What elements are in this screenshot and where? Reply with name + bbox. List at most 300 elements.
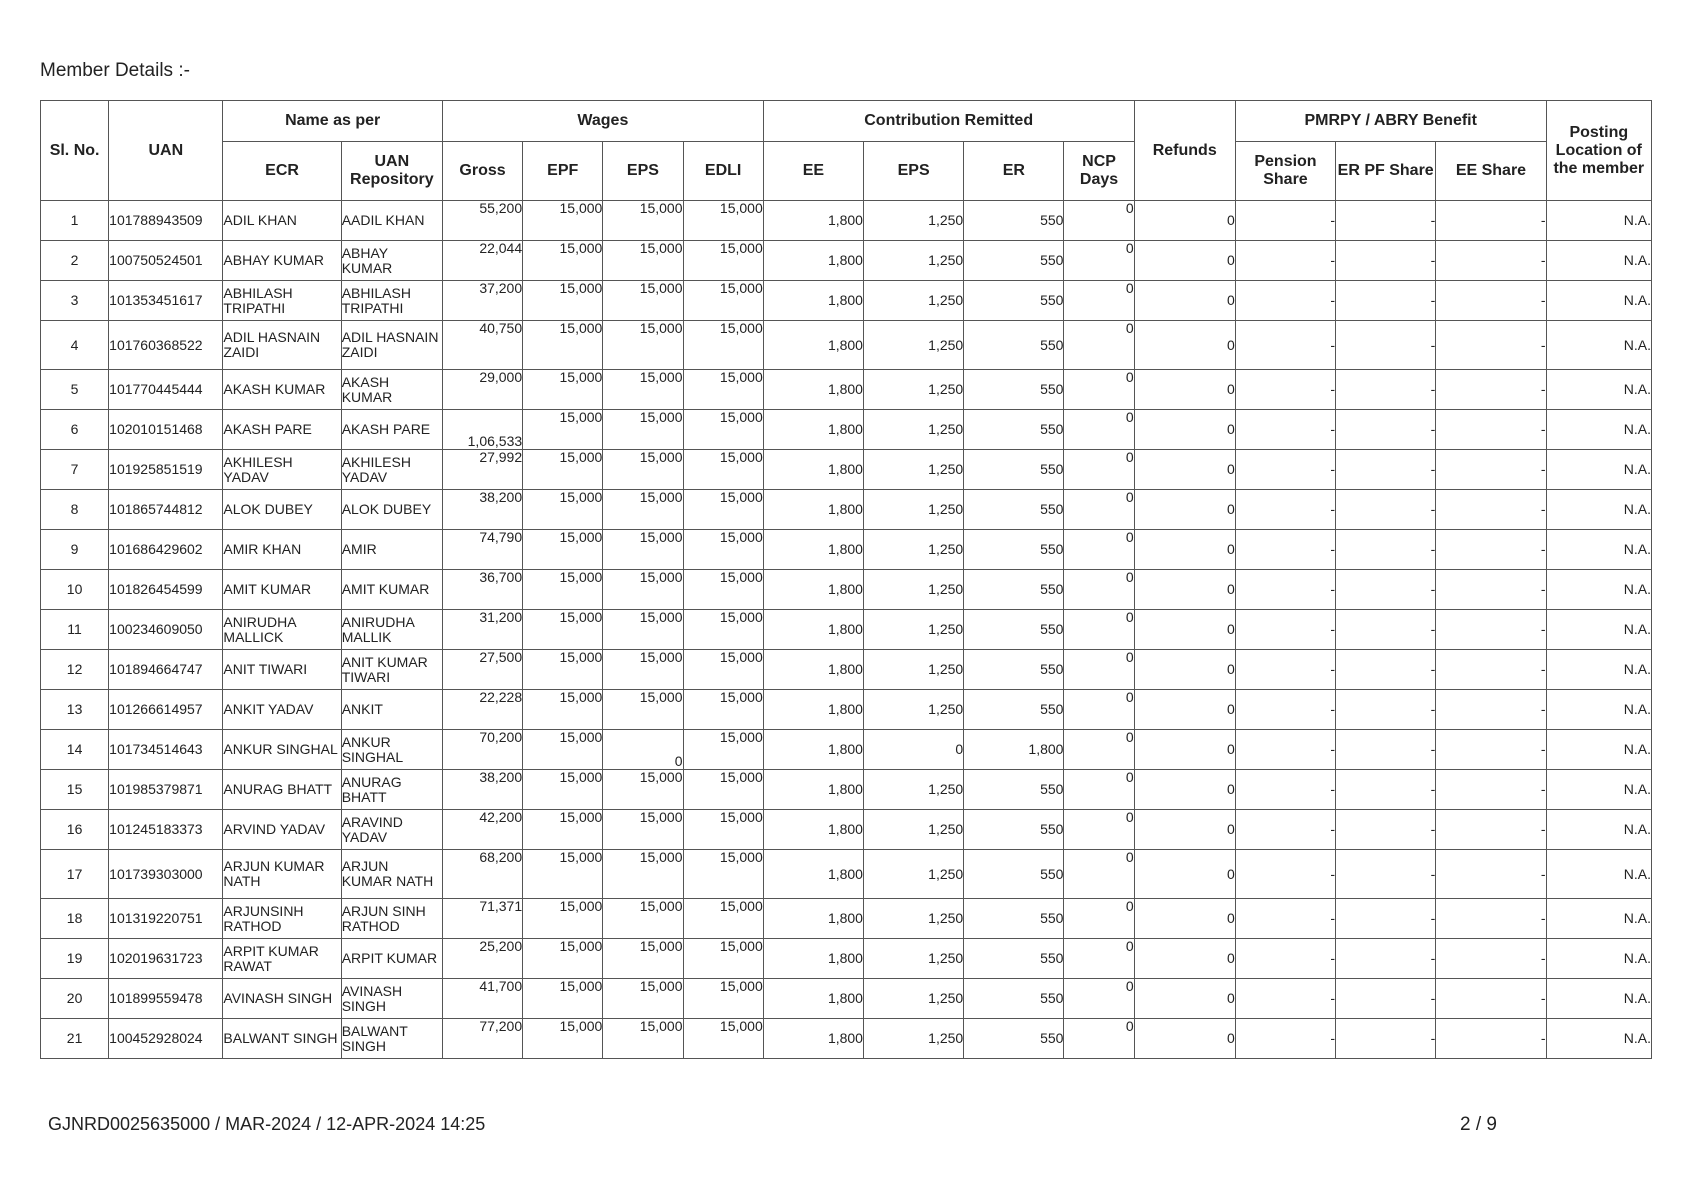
cell-refunds: 0 xyxy=(1134,530,1235,570)
cell-uan: 101899559478 xyxy=(109,979,223,1019)
cell-posting-location: N.A. xyxy=(1546,939,1651,979)
table-row xyxy=(41,530,1652,570)
cell-name-ecr: ALOK DUBEY xyxy=(223,490,341,530)
table-row xyxy=(41,450,1652,490)
cell-eps: 15,000 xyxy=(603,201,683,241)
cell-edli: 15,000 xyxy=(683,610,763,650)
cell-edli: 15,000 xyxy=(683,939,763,979)
cell-eps: 15,000 xyxy=(603,370,683,410)
cell-gross: 70,200 xyxy=(442,730,522,770)
cell-gross: 27,500 xyxy=(442,650,522,690)
cell-ee-share: - xyxy=(1436,899,1546,939)
header-name-as-per: Name as per xyxy=(223,101,443,142)
cell-er-pf-share: - xyxy=(1336,770,1436,810)
cell-sl-no: 2 xyxy=(41,241,109,281)
cell-ee: 1,800 xyxy=(763,450,863,490)
table-row xyxy=(41,770,1652,810)
cell-ee: 1,800 xyxy=(763,850,863,899)
cell-eps: 15,000 xyxy=(603,410,683,450)
cell-er: 550 xyxy=(964,1019,1064,1059)
cell-contribution-eps: 1,250 xyxy=(863,690,963,730)
cell-er-pf-share: - xyxy=(1336,899,1436,939)
cell-refunds: 0 xyxy=(1134,490,1235,530)
cell-contribution-eps: 1,250 xyxy=(863,410,963,450)
cell-posting-location: N.A. xyxy=(1546,770,1651,810)
cell-gross: 37,200 xyxy=(442,281,522,321)
cell-er: 550 xyxy=(964,979,1064,1019)
cell-pension-share: - xyxy=(1235,770,1335,810)
cell-gross: 38,200 xyxy=(442,490,522,530)
cell-er-pf-share: - xyxy=(1336,530,1436,570)
cell-eps: 15,000 xyxy=(603,610,683,650)
cell-ncp-days: 0 xyxy=(1064,570,1134,610)
cell-sl-no: 1 xyxy=(41,201,109,241)
cell-ee-share: - xyxy=(1436,690,1546,730)
cell-posting-location: N.A. xyxy=(1546,850,1651,899)
cell-epf: 15,000 xyxy=(523,610,603,650)
cell-sl-no: 11 xyxy=(41,610,109,650)
cell-eps: 15,000 xyxy=(603,281,683,321)
cell-ncp-days: 0 xyxy=(1064,321,1134,370)
cell-posting-location: N.A. xyxy=(1546,570,1651,610)
cell-gross: 74,790 xyxy=(442,530,522,570)
cell-gross: 27,992 xyxy=(442,450,522,490)
cell-edli: 15,000 xyxy=(683,1019,763,1059)
cell-contribution-eps: 1,250 xyxy=(863,321,963,370)
cell-posting-location: N.A. xyxy=(1546,979,1651,1019)
cell-eps: 15,000 xyxy=(603,939,683,979)
cell-refunds: 0 xyxy=(1134,201,1235,241)
cell-contribution-eps: 1,250 xyxy=(863,490,963,530)
cell-ee-share: - xyxy=(1436,730,1546,770)
cell-name-uan-repository: ARJUN KUMAR NATH xyxy=(341,850,442,899)
table-row xyxy=(41,490,1652,530)
cell-pension-share: - xyxy=(1235,650,1335,690)
cell-ee-share: - xyxy=(1436,610,1546,650)
cell-edli: 15,000 xyxy=(683,370,763,410)
cell-contribution-eps: 0 xyxy=(863,730,963,770)
cell-edli: 15,000 xyxy=(683,281,763,321)
cell-er-pf-share: - xyxy=(1336,850,1436,899)
cell-pension-share: - xyxy=(1235,241,1335,281)
cell-eps: 15,000 xyxy=(603,570,683,610)
cell-sl-no: 20 xyxy=(41,979,109,1019)
cell-er-pf-share: - xyxy=(1336,690,1436,730)
cell-er-pf-share: - xyxy=(1336,450,1436,490)
member-details-table xyxy=(40,100,1652,1059)
cell-sl-no: 4 xyxy=(41,321,109,370)
cell-ee: 1,800 xyxy=(763,530,863,570)
cell-edli: 15,000 xyxy=(683,850,763,899)
cell-er: 550 xyxy=(964,450,1064,490)
cell-contribution-eps: 1,250 xyxy=(863,770,963,810)
cell-posting-location: N.A. xyxy=(1546,1019,1651,1059)
cell-contribution-eps: 1,250 xyxy=(863,610,963,650)
cell-contribution-eps: 1,250 xyxy=(863,939,963,979)
cell-contribution-eps: 1,250 xyxy=(863,979,963,1019)
cell-name-uan-repository: AKHILESH YADAV xyxy=(341,450,442,490)
cell-uan: 101770445444 xyxy=(109,370,223,410)
header-contribution-eps: EPS xyxy=(863,142,963,201)
cell-edli: 15,000 xyxy=(683,899,763,939)
cell-pension-share: - xyxy=(1235,370,1335,410)
cell-er-pf-share: - xyxy=(1336,939,1436,979)
cell-eps: 15,000 xyxy=(603,690,683,730)
cell-sl-no: 21 xyxy=(41,1019,109,1059)
cell-ee: 1,800 xyxy=(763,610,863,650)
cell-refunds: 0 xyxy=(1134,770,1235,810)
cell-ee-share: - xyxy=(1436,450,1546,490)
cell-name-ecr: ARJUN KUMAR NATH xyxy=(223,850,341,899)
cell-name-uan-repository: ABHILASH TRIPATHI xyxy=(341,281,442,321)
cell-er: 550 xyxy=(964,410,1064,450)
cell-uan: 101353451617 xyxy=(109,281,223,321)
cell-ee: 1,800 xyxy=(763,810,863,850)
cell-er: 550 xyxy=(964,281,1064,321)
cell-gross: 55,200 xyxy=(442,201,522,241)
cell-er: 550 xyxy=(964,939,1064,979)
cell-posting-location: N.A. xyxy=(1546,370,1651,410)
cell-name-uan-repository: ARJUN SINH RATHOD xyxy=(341,899,442,939)
cell-epf: 15,000 xyxy=(523,690,603,730)
cell-ee-share: - xyxy=(1436,410,1546,450)
cell-ee-share: - xyxy=(1436,281,1546,321)
cell-epf: 15,000 xyxy=(523,810,603,850)
cell-er: 1,800 xyxy=(964,730,1064,770)
cell-name-ecr: AMIR KHAN xyxy=(223,530,341,570)
cell-ee-share: - xyxy=(1436,810,1546,850)
cell-name-ecr: ADIL KHAN xyxy=(223,201,341,241)
cell-pension-share: - xyxy=(1235,450,1335,490)
cell-refunds: 0 xyxy=(1134,370,1235,410)
header-uan: UAN xyxy=(109,101,223,201)
cell-epf: 15,000 xyxy=(523,730,603,770)
cell-pension-share: - xyxy=(1235,570,1335,610)
cell-ee: 1,800 xyxy=(763,979,863,1019)
cell-epf: 15,000 xyxy=(523,241,603,281)
cell-ee: 1,800 xyxy=(763,321,863,370)
cell-sl-no: 15 xyxy=(41,770,109,810)
cell-ee-share: - xyxy=(1436,939,1546,979)
cell-edli: 15,000 xyxy=(683,490,763,530)
cell-er-pf-share: - xyxy=(1336,410,1436,450)
cell-posting-location: N.A. xyxy=(1546,730,1651,770)
cell-er-pf-share: - xyxy=(1336,730,1436,770)
cell-ee: 1,800 xyxy=(763,490,863,530)
cell-eps: 15,000 xyxy=(603,979,683,1019)
cell-gross: 41,700 xyxy=(442,979,522,1019)
cell-posting-location: N.A. xyxy=(1546,810,1651,850)
cell-refunds: 0 xyxy=(1134,690,1235,730)
cell-er: 550 xyxy=(964,241,1064,281)
cell-name-uan-repository: ANIT KUMAR TIWARI xyxy=(341,650,442,690)
cell-uan: 101760368522 xyxy=(109,321,223,370)
cell-name-ecr: ADIL HASNAIN ZAIDI xyxy=(223,321,341,370)
table-row xyxy=(41,241,1652,281)
cell-epf: 15,000 xyxy=(523,770,603,810)
cell-ncp-days: 0 xyxy=(1064,810,1134,850)
cell-contribution-eps: 1,250 xyxy=(863,1019,963,1059)
cell-name-uan-repository: ABHAY KUMAR xyxy=(341,241,442,281)
cell-er-pf-share: - xyxy=(1336,650,1436,690)
cell-ee-share: - xyxy=(1436,490,1546,530)
cell-posting-location: N.A. xyxy=(1546,450,1651,490)
cell-pension-share: - xyxy=(1235,939,1335,979)
cell-name-uan-repository: AKASH PARE xyxy=(341,410,442,450)
cell-name-ecr: ARPIT KUMAR RAWAT xyxy=(223,939,341,979)
cell-posting-location: N.A. xyxy=(1546,530,1651,570)
cell-epf: 15,000 xyxy=(523,321,603,370)
cell-posting-location: N.A. xyxy=(1546,410,1651,450)
cell-sl-no: 3 xyxy=(41,281,109,321)
cell-er: 550 xyxy=(964,770,1064,810)
cell-ncp-days: 0 xyxy=(1064,770,1134,810)
cell-er-pf-share: - xyxy=(1336,979,1436,1019)
cell-sl-no: 17 xyxy=(41,850,109,899)
cell-contribution-eps: 1,250 xyxy=(863,850,963,899)
cell-ee-share: - xyxy=(1436,650,1546,690)
cell-er-pf-share: - xyxy=(1336,201,1436,241)
cell-epf: 15,000 xyxy=(523,530,603,570)
cell-ee-share: - xyxy=(1436,850,1546,899)
cell-edli: 15,000 xyxy=(683,241,763,281)
cell-edli: 15,000 xyxy=(683,810,763,850)
cell-name-ecr: ARVIND YADAV xyxy=(223,810,341,850)
cell-refunds: 0 xyxy=(1134,650,1235,690)
cell-posting-location: N.A. xyxy=(1546,899,1651,939)
cell-uan: 101686429602 xyxy=(109,530,223,570)
cell-contribution-eps: 1,250 xyxy=(863,281,963,321)
cell-refunds: 0 xyxy=(1134,899,1235,939)
cell-ncp-days: 0 xyxy=(1064,241,1134,281)
table-row xyxy=(41,810,1652,850)
cell-name-uan-repository: ADIL HASNAIN ZAIDI xyxy=(341,321,442,370)
cell-eps: 15,000 xyxy=(603,810,683,850)
cell-eps: 15,000 xyxy=(603,899,683,939)
header-pension-share: Pension Share xyxy=(1235,142,1335,201)
cell-name-ecr: ANURAG BHATT xyxy=(223,770,341,810)
cell-uan: 101245183373 xyxy=(109,810,223,850)
table-row xyxy=(41,899,1652,939)
cell-er: 550 xyxy=(964,201,1064,241)
cell-pension-share: - xyxy=(1235,979,1335,1019)
cell-refunds: 0 xyxy=(1134,730,1235,770)
cell-epf: 15,000 xyxy=(523,370,603,410)
cell-name-uan-repository: AADIL KHAN xyxy=(341,201,442,241)
cell-gross: 1,06,533 xyxy=(442,410,522,450)
cell-eps: 15,000 xyxy=(603,770,683,810)
cell-ee-share: - xyxy=(1436,770,1546,810)
cell-er: 550 xyxy=(964,370,1064,410)
cell-sl-no: 6 xyxy=(41,410,109,450)
cell-er: 550 xyxy=(964,570,1064,610)
cell-ee-share: - xyxy=(1436,530,1546,570)
cell-contribution-eps: 1,250 xyxy=(863,570,963,610)
cell-sl-no: 10 xyxy=(41,570,109,610)
cell-pension-share: - xyxy=(1235,610,1335,650)
cell-ncp-days: 0 xyxy=(1064,450,1134,490)
cell-uan: 102010151468 xyxy=(109,410,223,450)
cell-pension-share: - xyxy=(1235,490,1335,530)
cell-ee: 1,800 xyxy=(763,241,863,281)
cell-epf: 15,000 xyxy=(523,570,603,610)
header-contribution-remitted: Contribution Remitted xyxy=(763,101,1134,142)
header-er: ER xyxy=(964,142,1064,201)
cell-sl-no: 13 xyxy=(41,690,109,730)
cell-name-ecr: AKASH PARE xyxy=(223,410,341,450)
cell-ncp-days: 0 xyxy=(1064,201,1134,241)
cell-uan: 100452928024 xyxy=(109,1019,223,1059)
cell-uan: 101739303000 xyxy=(109,850,223,899)
cell-ee-share: - xyxy=(1436,1019,1546,1059)
cell-er: 550 xyxy=(964,490,1064,530)
cell-pension-share: - xyxy=(1235,850,1335,899)
cell-ee-share: - xyxy=(1436,321,1546,370)
cell-ncp-days: 0 xyxy=(1064,1019,1134,1059)
cell-uan: 101826454599 xyxy=(109,570,223,610)
cell-pension-share: - xyxy=(1235,899,1335,939)
cell-pension-share: - xyxy=(1235,410,1335,450)
cell-name-ecr: AKASH KUMAR xyxy=(223,370,341,410)
cell-er-pf-share: - xyxy=(1336,1019,1436,1059)
cell-name-ecr: AMIT KUMAR xyxy=(223,570,341,610)
cell-edli: 15,000 xyxy=(683,410,763,450)
table-row xyxy=(41,1019,1652,1059)
header-sl-no: Sl. No. xyxy=(41,101,109,201)
cell-er-pf-share: - xyxy=(1336,810,1436,850)
cell-name-ecr: ARJUNSINH RATHOD xyxy=(223,899,341,939)
cell-ncp-days: 0 xyxy=(1064,410,1134,450)
cell-name-uan-repository: ANIRUDHA MALLIK xyxy=(341,610,442,650)
cell-ee-share: - xyxy=(1436,570,1546,610)
cell-gross: 22,228 xyxy=(442,690,522,730)
cell-uan: 101985379871 xyxy=(109,770,223,810)
cell-gross: 40,750 xyxy=(442,321,522,370)
cell-ee: 1,800 xyxy=(763,410,863,450)
cell-posting-location: N.A. xyxy=(1546,321,1651,370)
cell-edli: 15,000 xyxy=(683,530,763,570)
table-row xyxy=(41,281,1652,321)
cell-pension-share: - xyxy=(1235,690,1335,730)
cell-posting-location: N.A. xyxy=(1546,650,1651,690)
cell-contribution-eps: 1,250 xyxy=(863,650,963,690)
cell-posting-location: N.A. xyxy=(1546,241,1651,281)
header-ecr: ECR xyxy=(223,142,341,201)
footer-document-reference: GJNRD0025635000 / MAR-2024 / 12-APR-2024 14:25 xyxy=(48,1114,486,1134)
cell-name-uan-repository: ANKIT xyxy=(341,690,442,730)
cell-sl-no: 5 xyxy=(41,370,109,410)
cell-ee: 1,800 xyxy=(763,1019,863,1059)
cell-posting-location: N.A. xyxy=(1546,201,1651,241)
cell-edli: 15,000 xyxy=(683,450,763,490)
cell-eps: 15,000 xyxy=(603,1019,683,1059)
header-uan-repository: UAN Repository xyxy=(341,142,442,201)
cell-eps: 0 xyxy=(603,730,683,770)
cell-ncp-days: 0 xyxy=(1064,530,1134,570)
cell-uan: 101734514643 xyxy=(109,730,223,770)
cell-eps: 15,000 xyxy=(603,241,683,281)
cell-gross: 29,000 xyxy=(442,370,522,410)
cell-sl-no: 18 xyxy=(41,899,109,939)
cell-posting-location: N.A. xyxy=(1546,610,1651,650)
cell-ee: 1,800 xyxy=(763,899,863,939)
cell-uan: 100234609050 xyxy=(109,610,223,650)
cell-uan: 100750524501 xyxy=(109,241,223,281)
cell-er-pf-share: - xyxy=(1336,570,1436,610)
cell-sl-no: 19 xyxy=(41,939,109,979)
table-row xyxy=(41,730,1652,770)
cell-ncp-days: 0 xyxy=(1064,730,1134,770)
cell-ee: 1,800 xyxy=(763,570,863,610)
cell-name-ecr: ANKIT YADAV xyxy=(223,690,341,730)
cell-name-uan-repository: ANURAG BHATT xyxy=(341,770,442,810)
cell-sl-no: 9 xyxy=(41,530,109,570)
cell-eps: 15,000 xyxy=(603,530,683,570)
table-row xyxy=(41,939,1652,979)
header-posting-location: Posting Location of the member xyxy=(1546,101,1651,201)
cell-name-uan-repository: AMIT KUMAR xyxy=(341,570,442,610)
footer-page-number: 2 / 9 xyxy=(1460,1114,1497,1135)
cell-contribution-eps: 1,250 xyxy=(863,530,963,570)
table-row xyxy=(41,570,1652,610)
cell-pension-share: - xyxy=(1235,201,1335,241)
cell-epf: 15,000 xyxy=(523,1019,603,1059)
cell-er: 550 xyxy=(964,810,1064,850)
cell-name-ecr: BALWANT SINGH xyxy=(223,1019,341,1059)
cell-sl-no: 8 xyxy=(41,490,109,530)
table-row xyxy=(41,321,1652,370)
cell-ee-share: - xyxy=(1436,370,1546,410)
cell-posting-location: N.A. xyxy=(1546,690,1651,730)
cell-pension-share: - xyxy=(1235,530,1335,570)
cell-refunds: 0 xyxy=(1134,321,1235,370)
cell-ee: 1,800 xyxy=(763,201,863,241)
cell-gross: 77,200 xyxy=(442,1019,522,1059)
cell-gross: 22,044 xyxy=(442,241,522,281)
cell-er: 550 xyxy=(964,610,1064,650)
cell-gross: 38,200 xyxy=(442,770,522,810)
header-refunds: Refunds xyxy=(1134,101,1235,201)
cell-epf: 15,000 xyxy=(523,490,603,530)
cell-ncp-days: 0 xyxy=(1064,281,1134,321)
cell-contribution-eps: 1,250 xyxy=(863,241,963,281)
cell-uan: 101865744812 xyxy=(109,490,223,530)
header-ee: EE xyxy=(763,142,863,201)
cell-er-pf-share: - xyxy=(1336,370,1436,410)
cell-epf: 15,000 xyxy=(523,899,603,939)
cell-name-uan-repository: ARAVIND YADAV xyxy=(341,810,442,850)
cell-edli: 15,000 xyxy=(683,730,763,770)
cell-posting-location: N.A. xyxy=(1546,281,1651,321)
cell-refunds: 0 xyxy=(1134,939,1235,979)
cell-er-pf-share: - xyxy=(1336,321,1436,370)
cell-ncp-days: 0 xyxy=(1064,490,1134,530)
cell-ee: 1,800 xyxy=(763,730,863,770)
cell-name-uan-repository: AVINASH SINGH xyxy=(341,979,442,1019)
cell-contribution-eps: 1,250 xyxy=(863,370,963,410)
cell-epf: 15,000 xyxy=(523,979,603,1019)
cell-sl-no: 7 xyxy=(41,450,109,490)
cell-ee: 1,800 xyxy=(763,939,863,979)
cell-epf: 15,000 xyxy=(523,650,603,690)
cell-edli: 15,000 xyxy=(683,321,763,370)
cell-refunds: 0 xyxy=(1134,410,1235,450)
cell-refunds: 0 xyxy=(1134,850,1235,899)
header-epf: EPF xyxy=(523,142,603,201)
cell-ee: 1,800 xyxy=(763,370,863,410)
cell-ncp-days: 0 xyxy=(1064,979,1134,1019)
cell-gross: 31,200 xyxy=(442,610,522,650)
